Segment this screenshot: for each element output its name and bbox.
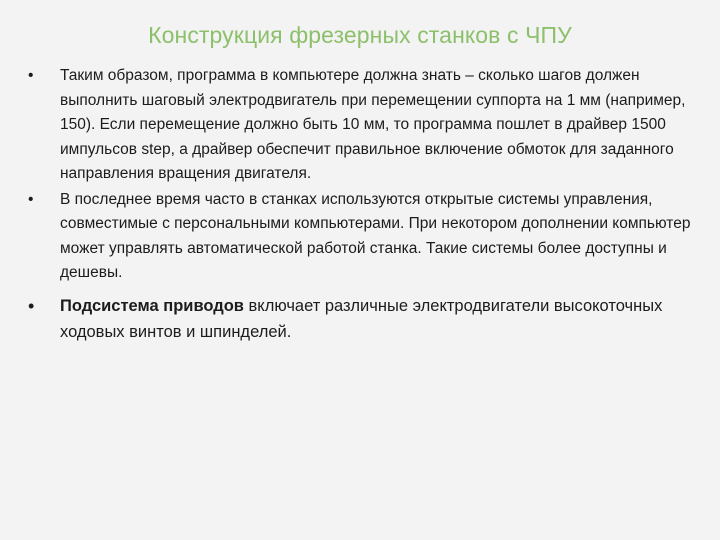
bold-term: Подсистема приводов xyxy=(60,296,244,315)
bullet-item-3 xyxy=(28,293,700,346)
bullet-icon: • xyxy=(28,190,34,208)
bullet-text-3 xyxy=(60,293,700,346)
bullet-item-1 xyxy=(28,64,700,187)
bullet-item-2 xyxy=(28,188,700,286)
bullet-text-3-rest: включает различные электродвигатели высокоточных ходовых винтов и шпинделей. xyxy=(60,296,663,341)
bullet-list xyxy=(28,64,700,346)
slide-title: Конструкция фрезерных станков с ЧПУ xyxy=(148,22,572,48)
bullet-icon: • xyxy=(28,67,34,84)
bullet-text-2: В последнее время часто в станках используются открытые системы управления, совместимые с персональными компьютерами. При некотором дополнении компьютер может управлять автоматической работой станка. Такие системы более доступны и дешевы. xyxy=(60,190,691,281)
bullet-text-1: Таким образом, программа в компьютере должна знать – сколько шагов должен выполнить шаговый электродвигатель при перемещении суппорта на 1 мм (например, 150). Если перемещение должно быть 10 мм, то программа пошлет в драйвер 1500 импульсов step, а драйвер обеспечит правильное включение обмоток для заданного направления вращения двигателя. xyxy=(60,67,686,182)
bullet-icon: • xyxy=(28,295,35,316)
